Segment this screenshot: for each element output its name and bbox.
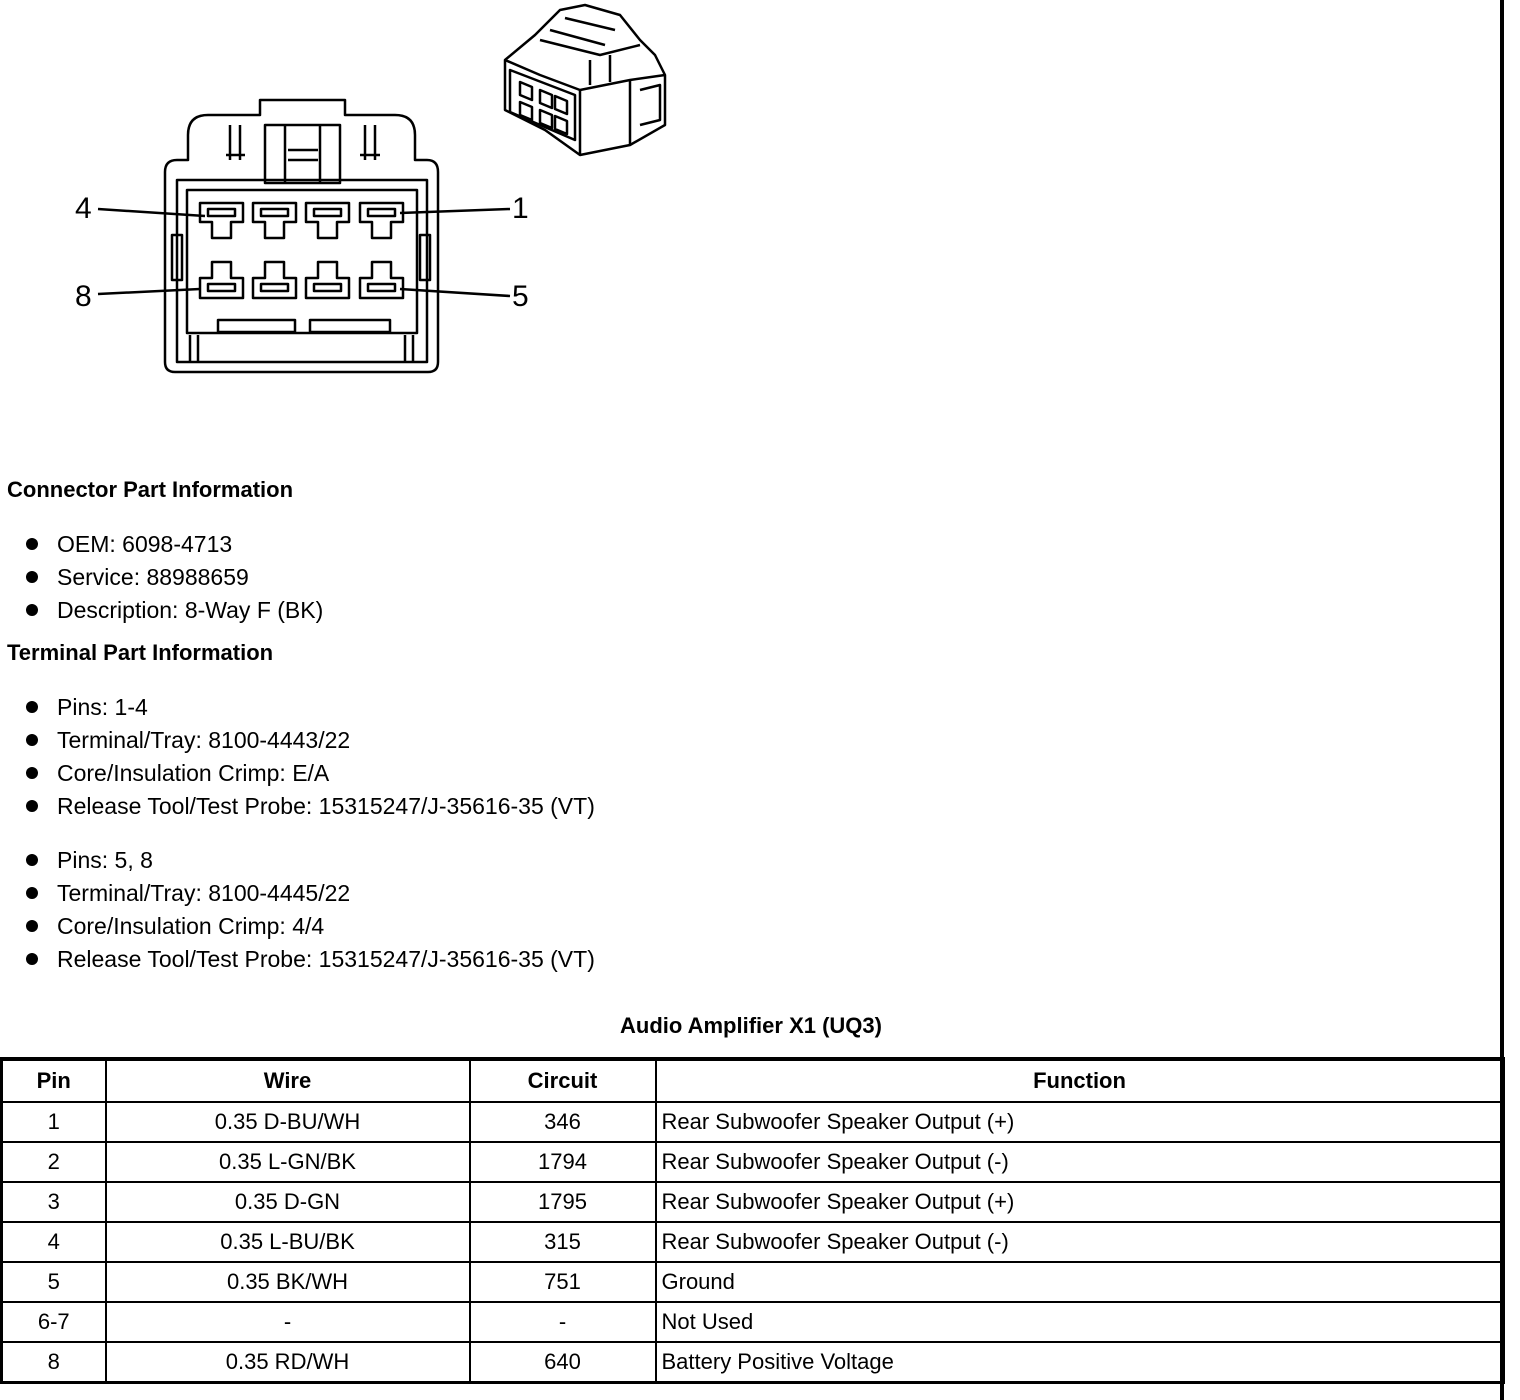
table-row [2, 1222, 1504, 1262]
list-item [24, 594, 323, 627]
cell-circuit: - [470, 1302, 656, 1342]
list-item-text: Terminal/Tray: 8100-4443/22 [57, 727, 351, 753]
list-item [24, 844, 595, 877]
cell-pin: 5 [2, 1262, 106, 1302]
bullet-icon [26, 538, 38, 550]
cell-wire: 0.35 L-BU/BK [106, 1222, 470, 1262]
bullet-icon [26, 800, 38, 812]
list-item-text: Release Tool/Test Probe: 15315247/J-35616-35 (VT) [57, 793, 595, 819]
bullet-icon [26, 920, 38, 932]
table-row [2, 1262, 1504, 1302]
cell-wire: 0.35 RD/WH [106, 1342, 470, 1383]
cell-circuit: 640 [470, 1342, 656, 1383]
pin-label-bottom-left: 8 [75, 280, 92, 313]
cell-function: Ground [656, 1262, 1504, 1302]
list-item-text: Core/Insulation Crimp: 4/4 [57, 913, 325, 939]
bullet-icon [26, 854, 38, 866]
terminal-part-info-heading: Terminal Part Information [7, 640, 274, 665]
cell-function: Rear Subwoofer Speaker Output (+) [656, 1182, 1504, 1222]
list-item-text: Core/Insulation Crimp: E/A [57, 760, 330, 786]
list-item [24, 910, 595, 943]
cell-pin: 2 [2, 1142, 106, 1182]
cell-circuit: 1795 [470, 1182, 656, 1222]
table-row [2, 1182, 1504, 1222]
bullet-icon [26, 701, 38, 713]
connector-face-illustration [0, 0, 700, 400]
cell-pin: 1 [2, 1102, 106, 1142]
bullet-icon [26, 887, 38, 899]
cell-function: Not Used [656, 1302, 1504, 1342]
list-item-text: Pins: 1-4 [57, 694, 148, 720]
pin-label-bottom-right: 5 [512, 280, 529, 313]
cell-wire: 0.35 BK/WH [106, 1262, 470, 1302]
cell-pin: 6-7 [2, 1302, 106, 1342]
terminal-group-1-list [24, 691, 595, 823]
table-row [2, 1142, 1504, 1182]
pin-label-top-left: 4 [75, 192, 92, 225]
table-title: Audio Amplifier X1 (UQ3) [620, 1013, 882, 1038]
cell-function: Rear Subwoofer Speaker Output (-) [656, 1222, 1504, 1262]
cell-wire: 0.35 L-GN/BK [106, 1142, 470, 1182]
bullet-icon [26, 571, 38, 583]
list-item [24, 757, 595, 790]
cell-wire: 0.35 D-BU/WH [106, 1102, 470, 1142]
list-item [24, 790, 595, 823]
bullet-icon [26, 604, 38, 616]
list-item-text: OEM: 6098-4713 [57, 531, 233, 557]
list-item-text: Description: 8-Way F (BK) [57, 597, 324, 623]
cell-pin: 8 [2, 1342, 106, 1383]
table-header-row [2, 1059, 1504, 1102]
cell-circuit: 1794 [470, 1142, 656, 1182]
bullet-icon [26, 953, 38, 965]
connector-part-info-heading: Connector Part Information [7, 477, 294, 502]
table-row [2, 1342, 1504, 1383]
header-circuit: Circuit [470, 1059, 656, 1102]
list-item [24, 691, 595, 724]
bullet-icon [26, 734, 38, 746]
header-function: Function [656, 1059, 1504, 1102]
cell-circuit: 751 [470, 1262, 656, 1302]
cell-wire: 0.35 D-GN [106, 1182, 470, 1222]
table-row [2, 1102, 1504, 1142]
connector-diagram [0, 0, 700, 400]
connector-part-info-list [24, 528, 323, 627]
list-item-text: Service: 88988659 [57, 564, 249, 590]
cell-circuit: 346 [470, 1102, 656, 1142]
cell-function: Rear Subwoofer Speaker Output (+) [656, 1102, 1504, 1142]
header-wire: Wire [106, 1059, 470, 1102]
cell-function: Rear Subwoofer Speaker Output (-) [656, 1142, 1504, 1182]
list-item [24, 528, 323, 561]
bullet-icon [26, 767, 38, 779]
list-item [24, 943, 595, 976]
pinout-table [0, 1057, 1505, 1384]
list-item-text: Pins: 5, 8 [57, 847, 153, 873]
list-item [24, 724, 595, 757]
list-item-text: Release Tool/Test Probe: 15315247/J-35616-35 (VT) [57, 946, 595, 972]
cell-circuit: 315 [470, 1222, 656, 1262]
list-item [24, 877, 595, 910]
list-item-text: Terminal/Tray: 8100-4445/22 [57, 880, 351, 906]
cell-pin: 4 [2, 1222, 106, 1262]
header-pin: Pin [2, 1059, 106, 1102]
table-row [2, 1302, 1504, 1342]
cell-wire: - [106, 1302, 470, 1342]
cell-pin: 3 [2, 1182, 106, 1222]
pin-label-top-right: 1 [512, 192, 529, 225]
cell-function: Battery Positive Voltage [656, 1342, 1504, 1383]
list-item [24, 561, 323, 594]
terminal-group-2-list [24, 844, 595, 976]
